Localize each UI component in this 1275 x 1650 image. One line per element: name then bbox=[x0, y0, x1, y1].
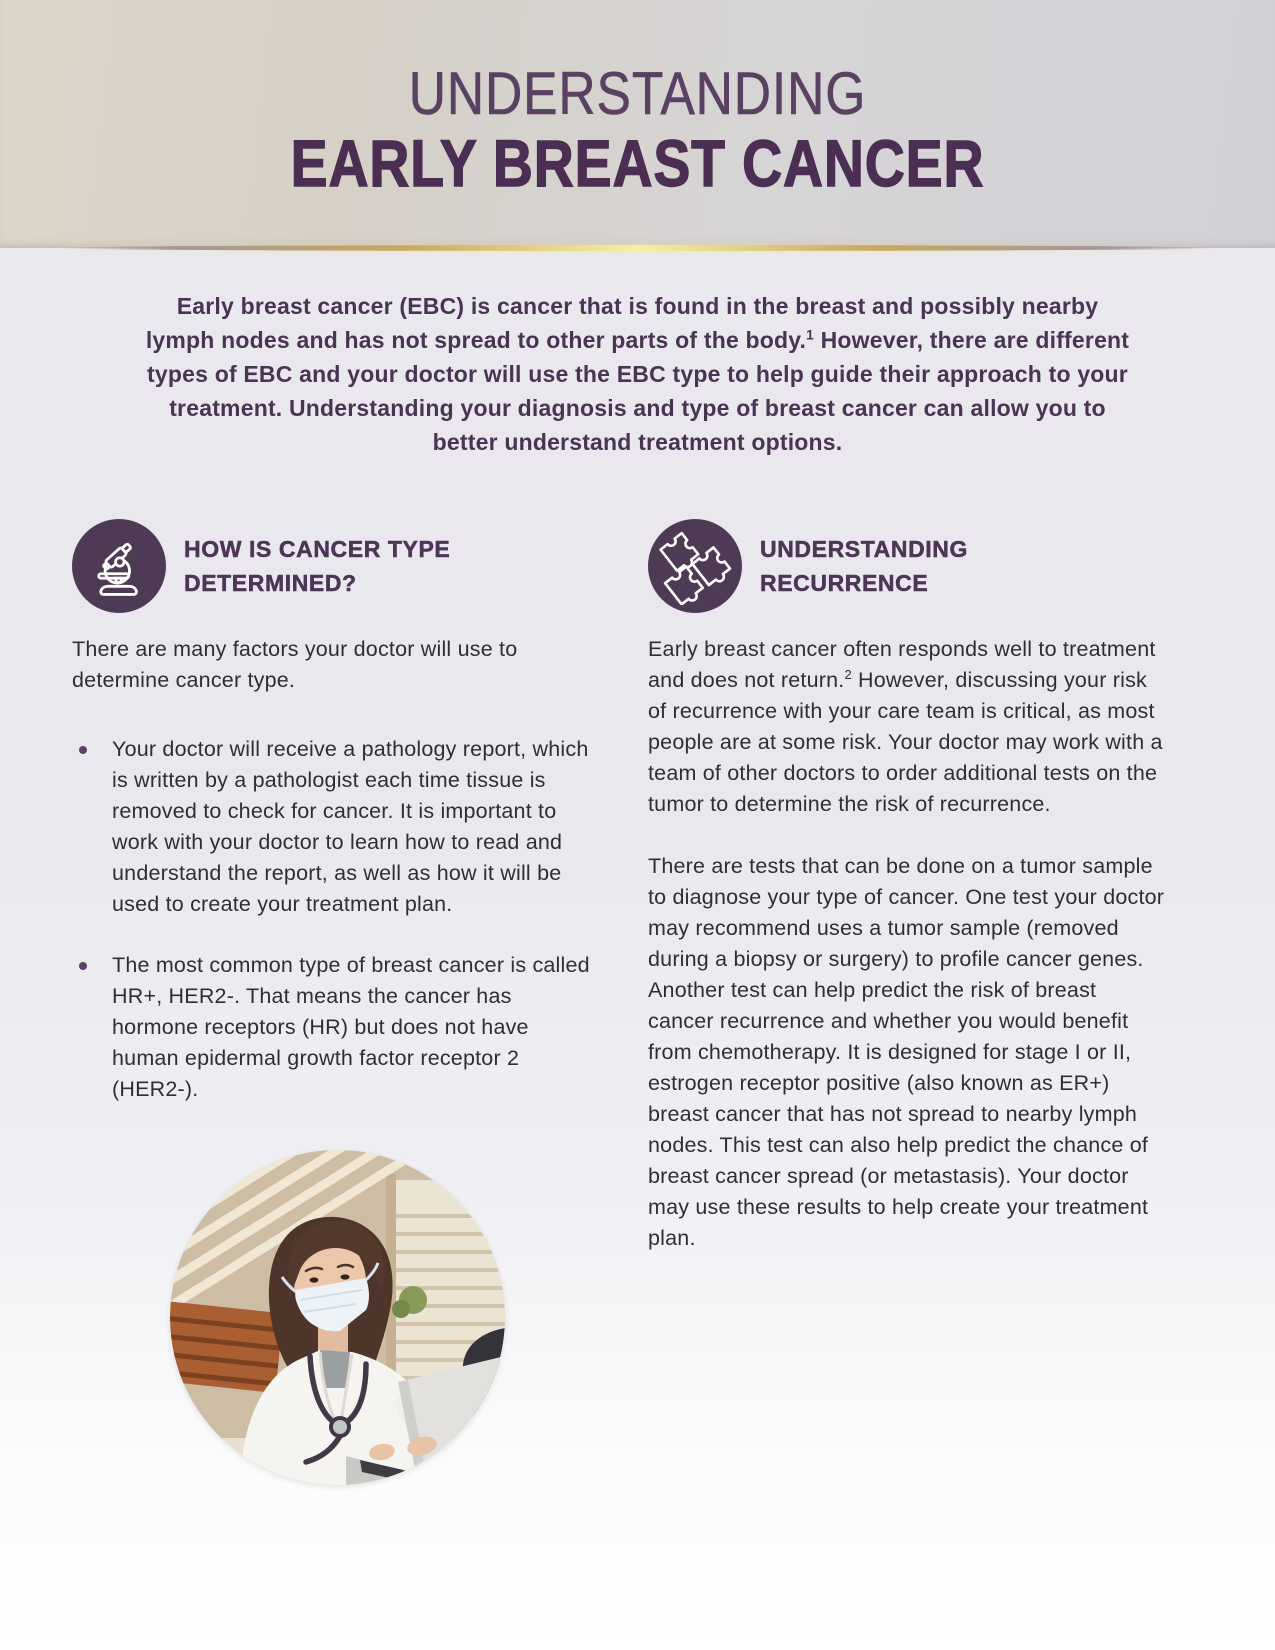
section-title-line: DETERMINED? bbox=[184, 570, 357, 596]
section-title-line: UNDERSTANDING bbox=[760, 536, 968, 562]
column-recurrence bbox=[648, 518, 1168, 1485]
section-title-line: RECURRENCE bbox=[760, 570, 929, 596]
puzzle-icon bbox=[656, 527, 734, 605]
recurrence-paragraph-2: There are tests that can be done on a tumor sample to diagnose your type of cancer. One test your doctor may recommend uses a tumor sample (removed during a biopsy or surgery) to profile cancer genes. Another test can help predict the risk of breast cancer recurrence and whether you would benefit from chemotherapy. It is designed for stage I or II, estrogen receptor positive (also known as ER+) breast cancer that has not spread to nearby lymph nodes. This test can also help predict the chance of breast cancer spread (or metastasis). Your doctor may use these results to help create your treatment plan. bbox=[648, 854, 1165, 1250]
recurrence-paragraph-1 bbox=[648, 634, 1168, 820]
header-banner bbox=[0, 0, 1275, 248]
cancer-type-lead: There are many factors your doctor will use to determine cancer type. bbox=[72, 637, 518, 692]
section-title-line: HOW IS CANCER TYPE bbox=[184, 536, 451, 562]
footnote-ref-2: 2 bbox=[844, 666, 852, 682]
section-cancer-type-title bbox=[184, 532, 450, 600]
bullet-dot bbox=[79, 962, 87, 970]
content-columns bbox=[72, 518, 1168, 1485]
column-cancer-type bbox=[72, 518, 592, 1485]
doctor-photo bbox=[170, 1150, 505, 1485]
recurrence-text-continued: However, discussing your risk of recurrence with your care team is critical, as most people are at some risk. Your doctor may work with a team of other doctors to order additional tests on the tumor to determine the risk of recurrence. bbox=[648, 668, 1163, 816]
microscope-icon-badge bbox=[72, 519, 166, 613]
section-recurrence-header bbox=[648, 518, 1168, 614]
bullet-text: The most common type of breast cancer is called HR+, HER2-. That means the cancer has hormone receptors (HR) but does not have human epidermal growth factor receptor 2 (HER2-). bbox=[112, 953, 590, 1101]
bullet-text: Your doctor will receive a pathology report, which is written by a pathologist each time tissue is removed to check for cancer. It is important to work with your doctor to learn how to read and understand the report, as well as how it will be used to create your treatment plan. bbox=[112, 737, 589, 916]
page-title-line2: EARLY BREAST CANCER bbox=[290, 126, 985, 200]
bullet-item bbox=[72, 734, 592, 920]
microscope-icon bbox=[80, 527, 158, 605]
cancer-type-bullets bbox=[72, 734, 592, 1105]
bullet-dot bbox=[79, 746, 87, 754]
puzzle-icon-badge bbox=[648, 519, 742, 613]
intro-paragraph bbox=[142, 289, 1133, 459]
intro-text: Early breast cancer (EBC) is cancer that is found in the breast and possibly nearby lymph nodes and has not spread to other parts of the body. bbox=[145, 293, 1099, 353]
section-recurrence-title bbox=[760, 532, 968, 600]
page-title-line1: UNDERSTANDING bbox=[408, 60, 867, 127]
section-cancer-type-header bbox=[72, 518, 592, 614]
recurrence-text: Early breast cancer often responds well to treatment and does not return. bbox=[648, 637, 1156, 692]
intro-text-continued: However, there are different types of EBC and your doctor will use the EBC type to help guide their approach to your treatment. Understanding your diagnosis and type of breast cancer can allow you to better understand treatment options. bbox=[147, 327, 1130, 455]
bullet-item bbox=[72, 950, 592, 1105]
doctor-photo-illustration bbox=[170, 1150, 505, 1485]
footnote-ref-1: 1 bbox=[806, 327, 815, 343]
gold-divider bbox=[55, 245, 1220, 251]
